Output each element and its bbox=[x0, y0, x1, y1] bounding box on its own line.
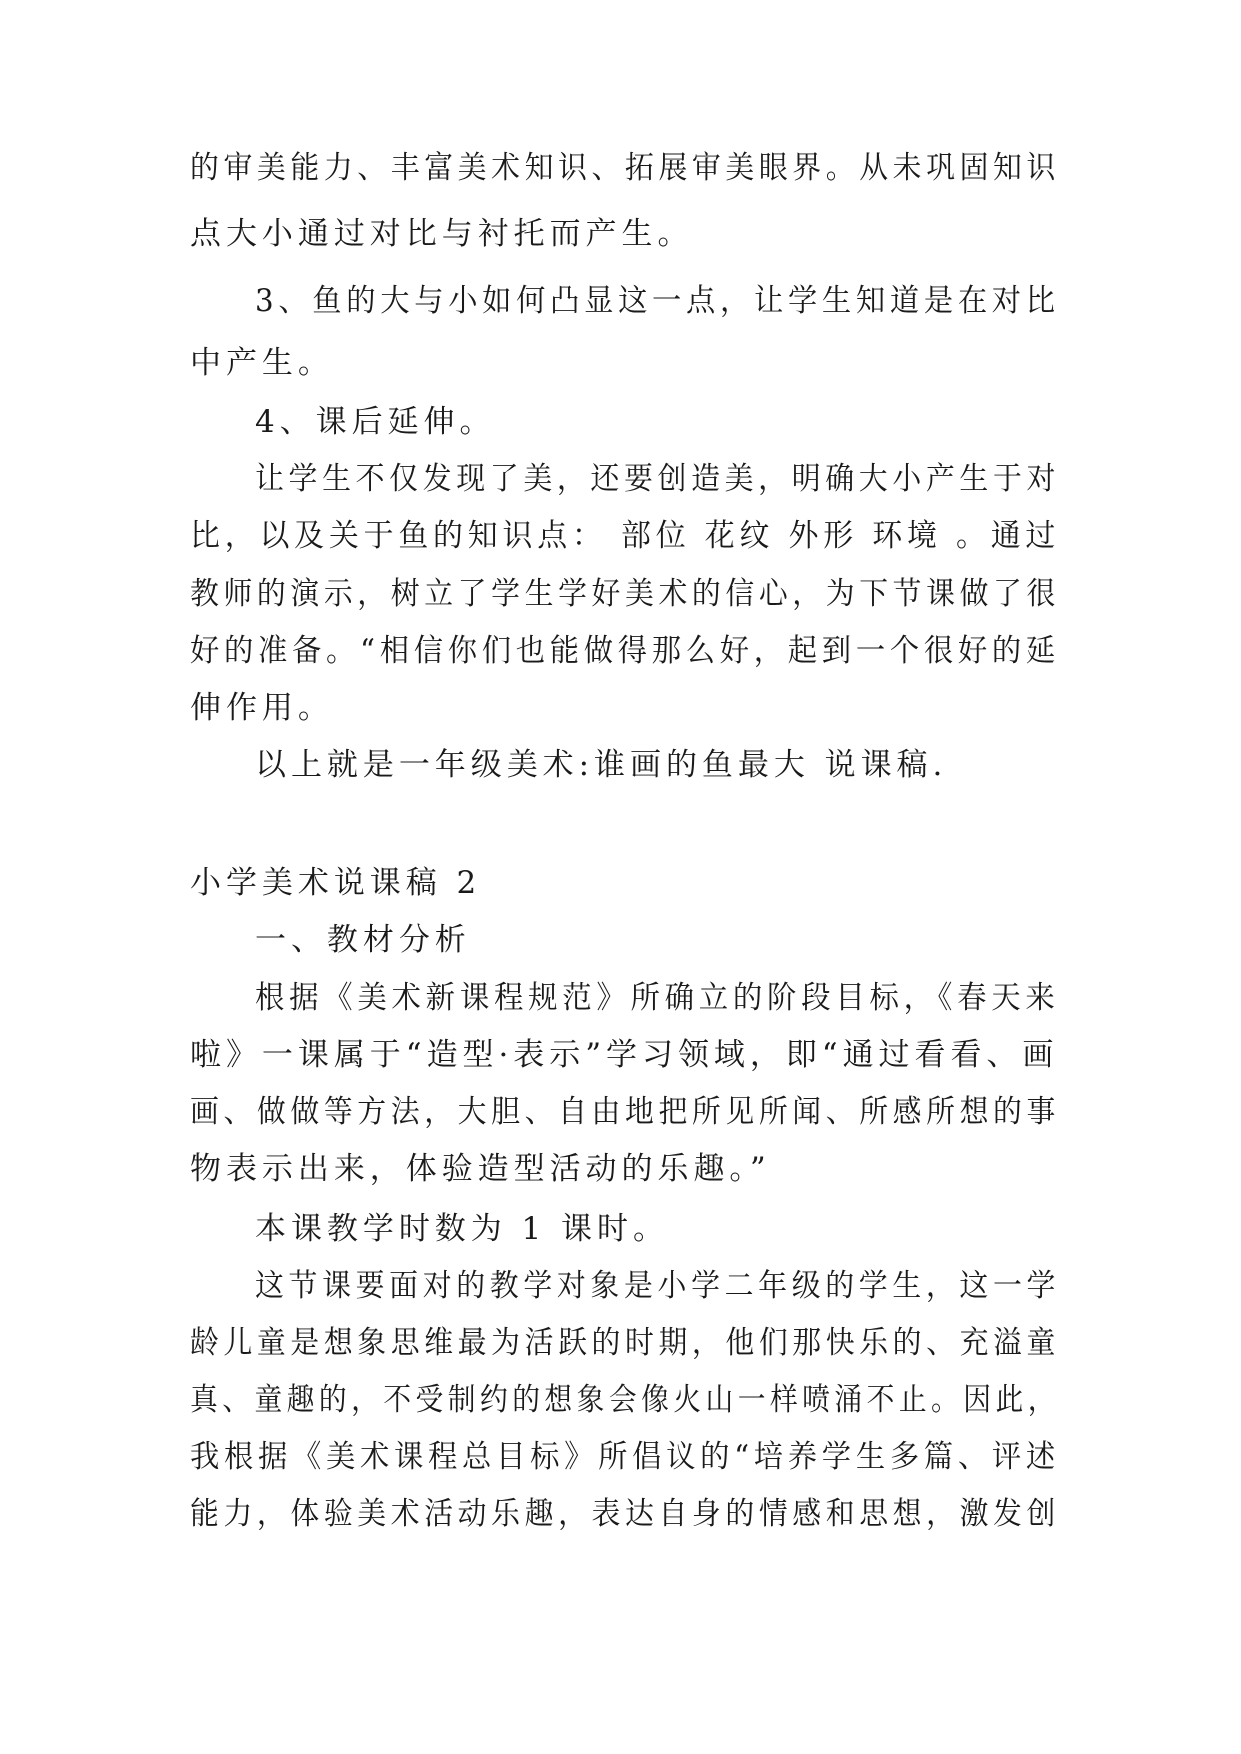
text-line: 以上就是一年级美术:谁画的鱼最大 说课稿. bbox=[255, 747, 948, 783]
text-line: 本课教学时数为 1 课时。 bbox=[255, 1211, 669, 1247]
text-line: 真、童趣的，不受制约的想象会像火山一样喷涌不止。因此， bbox=[190, 1382, 1060, 1418]
text-line: 伸作用。 bbox=[190, 690, 334, 726]
text-line: 教师的演示，树立了学生学好美术的信心，为下节课做了很 bbox=[190, 576, 1060, 612]
text-line: 啦》一课属于“造型·表示”学习领域，即“通过看看、画 bbox=[190, 1037, 1059, 1073]
text-line: 3、鱼的大与小如何凸显这一点，让学生知道是在对比 bbox=[255, 283, 1060, 319]
text-line: 的审美能力、丰富美术知识、拓展审美眼界。从未巩固知识 bbox=[190, 150, 1060, 186]
text-line: 4、课后延伸。 bbox=[255, 404, 496, 440]
text-line: 能力，体验美术活动乐趣，表达自身的情感和思想，激发创 bbox=[190, 1496, 1060, 1532]
text-line: 点大小通过对比与衬托而产生。 bbox=[190, 216, 694, 252]
text-line: 画、做做等方法，大胆、自由地把所见所闻、所感所想的事 bbox=[190, 1094, 1060, 1130]
text-line: 这节课要面对的教学对象是小学二年级的学生，这一学 bbox=[255, 1268, 1061, 1304]
section-title: 小学美术说课稿 2 bbox=[190, 865, 482, 901]
text-line: 让学生不仅发现了美，还要创造美，明确大小产生于对 bbox=[255, 461, 1061, 497]
text-line: 根据《美术新课程规范》所确立的阶段目标，《春天来 bbox=[255, 980, 1060, 1016]
text-line: 物表示出来，体验造型活动的乐趣。” bbox=[190, 1151, 771, 1187]
text-line: 我根据《美术课程总目标》所倡议的“培养学生多篇、评述 bbox=[190, 1439, 1060, 1475]
subsection-heading: 一、教材分析 bbox=[255, 922, 471, 958]
text-line: 中产生。 bbox=[190, 345, 334, 381]
text-line: 龄儿童是想象思维最为活跃的时期，他们那快乐的、充溢童 bbox=[190, 1325, 1060, 1361]
text-line: 好的准备。“相信你们也能做得那么好，起到一个很好的延 bbox=[190, 633, 1060, 669]
text-line: 比，以及关于鱼的知识点： 部位 花纹 外形 环境 。通过 bbox=[190, 518, 1061, 554]
